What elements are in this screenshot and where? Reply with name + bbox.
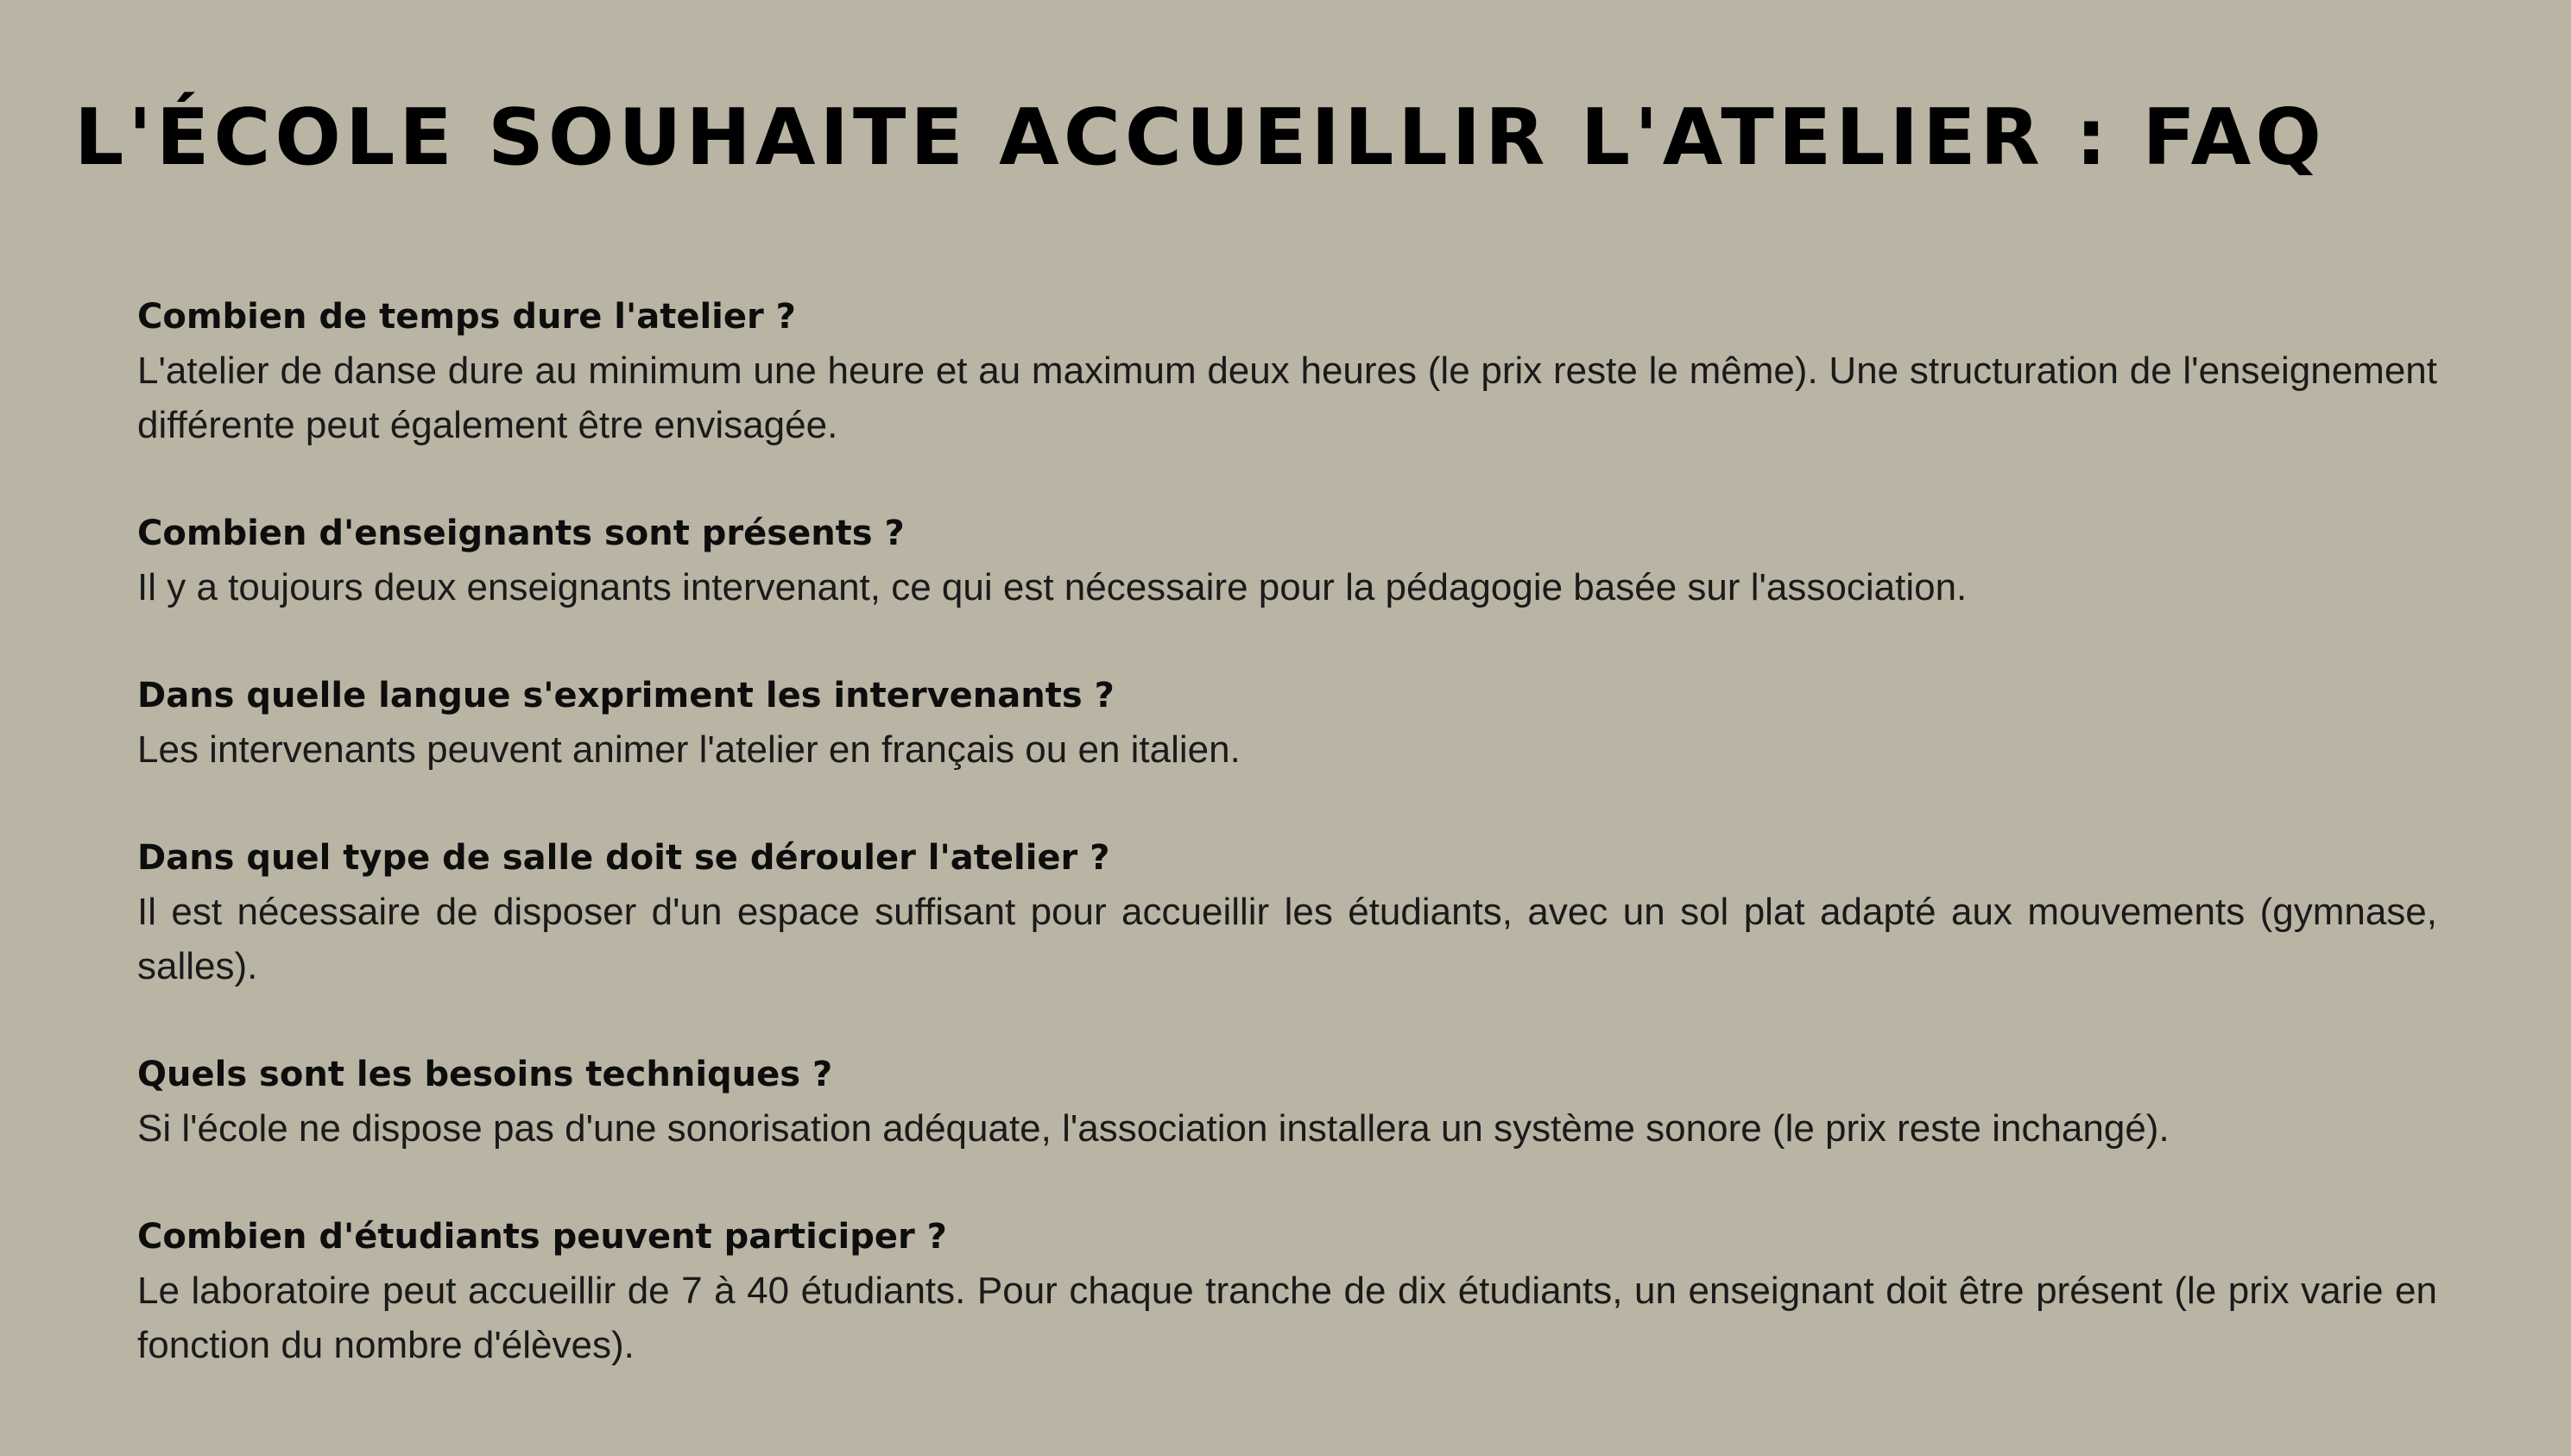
faq-question: Dans quel type de salle doit se dérouler l'atelier ? <box>137 838 1110 878</box>
faq-item-students <box>137 1210 2437 1372</box>
faq-question: Dans quelle langue s'expriment les intervenants ? <box>137 676 1115 715</box>
faq-answer: Il est nécessaire de disposer d'un espace suffisant pour accueillir les étudiants, avec un sol plat adapté aux mouvements (gymnase, salles). <box>137 891 2437 987</box>
faq-answer: L'atelier de danse dure au minimum une heure et au maximum deux heures (le prix reste le même). Une structuration de l'enseignement différente peut également être envisagée. <box>137 350 2437 446</box>
faq-item-duration <box>137 290 2437 452</box>
faq-answer: Le laboratoire peut accueillir de 7 à 40 étudiants. Pour chaque tranche de dix étudiants, un enseignant doit être présent (le prix varie en fonction du nombre d'élèves). <box>137 1270 2437 1366</box>
faq-item-teachers <box>137 507 2437 615</box>
faq-question: Combien d'enseignants sont présents ? <box>137 514 905 553</box>
faq-answer: Si l'école ne dispose pas d'une sonorisation adéquate, l'association installera un système sonore (le prix reste inchangé). <box>137 1107 2170 1150</box>
page-title: L'ÉCOLE SOUHAITE ACCUEILLIR L'ATELIER : FAQ <box>74 92 2326 183</box>
faq-question: Combien d'étudiants peuvent participer ? <box>137 1217 947 1257</box>
faq-answer: Les intervenants peuvent animer l'atelier en français ou en italien. <box>137 728 1241 771</box>
faq-item-technical <box>137 1048 2437 1156</box>
faq-list <box>137 290 2437 1427</box>
faq-answer: Il y a toujours deux enseignants intervenant, ce qui est nécessaire pour la pédagogie basée sur l'association. <box>137 566 1968 608</box>
faq-item-room <box>137 831 2437 993</box>
faq-item-language <box>137 669 2437 777</box>
faq-question: Combien de temps dure l'atelier ? <box>137 297 796 337</box>
faq-question: Quels sont les besoins techniques ? <box>137 1055 833 1094</box>
